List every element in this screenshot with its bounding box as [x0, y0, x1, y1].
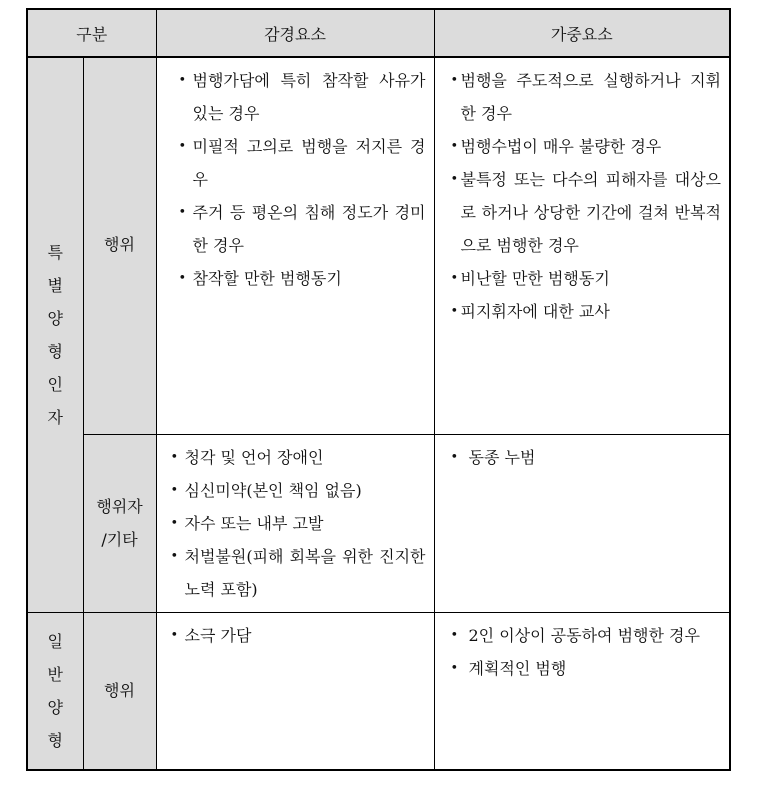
header-aggravating: 가중요소 — [434, 9, 730, 57]
list-item — [451, 652, 722, 685]
list-item — [179, 262, 426, 295]
special-offender-row — [27, 434, 730, 612]
special-factors-label: 특 별 양 형 인 자 — [27, 57, 83, 612]
bullet-icon: • — [450, 271, 459, 286]
list-item-text: 미필적 고의로 범행을 저지른 경우 — [192, 137, 426, 189]
list-item-text: 참작할 만한 범행동기 — [192, 269, 342, 288]
special-offender-mitigating — [156, 434, 434, 612]
list-item-text: 청각 및 언어 장애인 — [184, 447, 324, 467]
list-item-text: 불특정 또는 다수의 피해자를 대상으로 하거나 상당한 기간에 걸쳐 반복적으로 범행한 경우 — [460, 170, 721, 255]
list-item — [451, 163, 722, 262]
bullet-icon: • — [170, 548, 179, 564]
bullet-icon: • — [170, 449, 179, 465]
special-conduct-aggravating — [434, 57, 730, 434]
list-item-text: 2인 이상이 공동하여 범행한 경우 — [468, 625, 700, 645]
list-item-text: 범행가담에 특히 참작할 사유가 있는 경우 — [192, 71, 426, 123]
aggravating-list — [451, 64, 722, 328]
list-item — [451, 619, 722, 652]
aggravating-list — [451, 619, 722, 685]
special-offender-aggravating — [434, 434, 730, 612]
list-item — [171, 474, 426, 507]
header-row — [27, 9, 730, 57]
bullet-icon: • — [178, 205, 187, 220]
list-item-text: 처벌불원(피해 회복을 위한 진지한 노력 포함) — [184, 546, 426, 599]
special-conduct-mitigating — [156, 57, 434, 434]
list-item — [171, 507, 426, 540]
sentencing-factors-table — [26, 8, 731, 771]
bullet-icon: • — [178, 139, 187, 154]
list-item — [451, 295, 722, 328]
list-item-text: 범행수법이 매우 불량한 경우 — [460, 137, 662, 156]
bullet-icon: • — [450, 139, 459, 154]
bullet-icon: • — [450, 73, 459, 88]
bullet-icon: • — [450, 304, 459, 319]
list-item — [171, 441, 426, 474]
header-category: 구분 — [27, 9, 156, 57]
bullet-icon: • — [170, 482, 179, 498]
bullet-icon: • — [170, 515, 179, 531]
bullet-icon: • — [450, 172, 459, 187]
bullet-icon: • — [178, 73, 187, 88]
list-item-text: 주거 등 평온의 침해 정도가 경미한 경우 — [192, 203, 426, 255]
list-item-text: 계획적인 범행 — [468, 658, 567, 678]
mitigating-list — [171, 441, 426, 606]
general-conduct-aggravating — [434, 612, 730, 770]
list-item-text: 피지휘자에 대한 교사 — [460, 302, 610, 321]
list-item — [451, 262, 722, 295]
mitigating-list — [171, 619, 426, 652]
general-conduct-row — [27, 612, 730, 770]
list-item-text: 범행을 주도적으로 실행하거나 지휘한 경우 — [460, 71, 721, 123]
list-item-text: 비난할 만한 범행동기 — [460, 269, 610, 288]
bullet-icon: • — [178, 271, 187, 286]
bullet-icon: • — [450, 627, 459, 643]
list-item — [171, 619, 426, 652]
list-item — [179, 196, 426, 262]
special-offender-label: 행위자 /기타 — [83, 434, 156, 612]
general-factors-label: 일 반 양 형 — [27, 612, 83, 770]
bullet-icon: • — [450, 660, 459, 676]
general-conduct-label: 행위 — [83, 612, 156, 770]
mitigating-list — [179, 64, 426, 295]
bullet-icon: • — [170, 627, 179, 643]
list-item-text: 동종 누범 — [468, 447, 536, 467]
bullet-icon: • — [450, 449, 459, 465]
list-item-text: 심신미약(본인 책임 없음) — [184, 480, 362, 500]
list-item — [451, 130, 722, 163]
general-conduct-mitigating — [156, 612, 434, 770]
list-item — [179, 130, 426, 196]
list-item-text: 소극 가담 — [184, 625, 252, 645]
list-item — [451, 64, 722, 130]
list-item — [171, 540, 426, 606]
header-mitigating: 감경요소 — [156, 9, 434, 57]
special-conduct-row — [27, 57, 730, 434]
special-conduct-label: 행위 — [83, 57, 156, 434]
list-item — [451, 441, 722, 474]
list-item-text: 자수 또는 내부 고발 — [184, 513, 324, 533]
list-item — [179, 64, 426, 130]
aggravating-list — [451, 441, 722, 474]
